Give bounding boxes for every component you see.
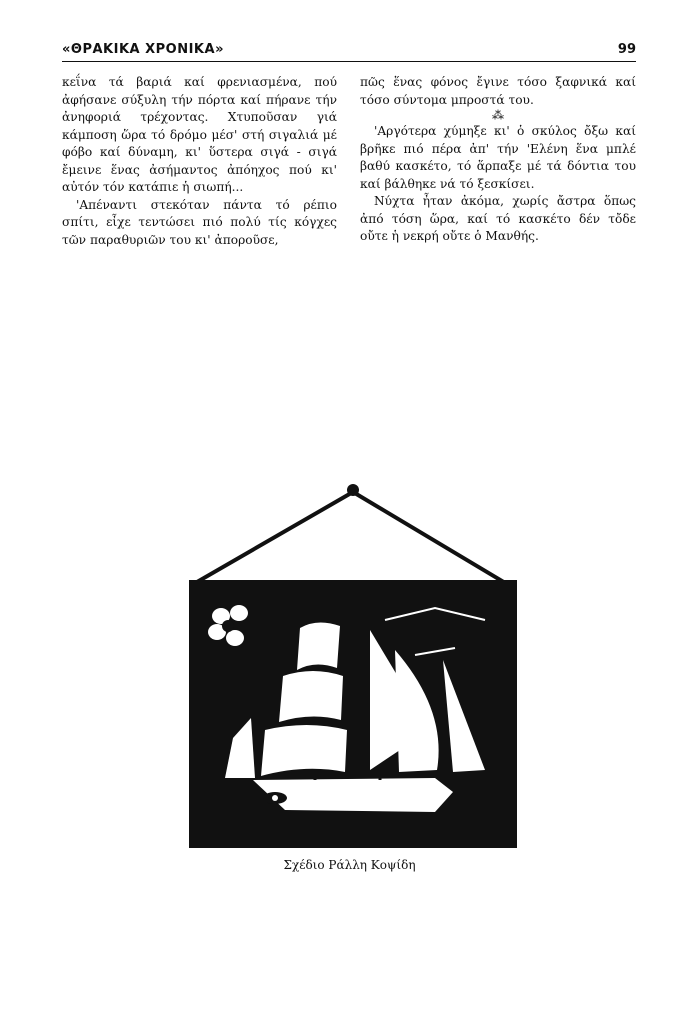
journal-title: «ΘΡΑΚΙΚΑ ΧΡΟΝΙΚΑ»	[62, 42, 224, 57]
paragraph: κεΐνα τά βαριά καί φρενιασμένα, πού ἀφήσανε σύξυλη τήν πόρτα καί πήρανε τήν ἀνηφοριά τρέχοντας. Χτυποῦσαν γιά κάμποση ὥρα τό δρόμο μέσ' στή σιγαλιά μέ φόβο καί δύναμη, κι' ὕστερα σιγά - σιγά ἔμεινε ἕνας ἀσήμαντος ἀπόηχος πού κι' αὐτόν τόν κατάπιε ἡ σιωπή...	[62, 75, 337, 194]
ship-picture-illustration	[185, 480, 522, 850]
paragraph: 'Απέναντι στεκόταν πάντα τό ρέπιο σπίτι, εἶχε τεντώσει πιό πολύ τίς κόγχες τῶν παραθυριῶν του κι' ἀποροῦσε,	[62, 197, 337, 247]
page-number: 99	[617, 42, 636, 57]
illustration-caption: Σχέδιο Ράλλη Κοψίδη	[283, 858, 416, 872]
running-header	[62, 42, 636, 60]
header-rule	[62, 61, 636, 62]
hanging-string	[197, 492, 512, 587]
nail-icon	[347, 484, 359, 496]
paragraph: 'Αργότερα χύμηξε κι' ὁ σκύλος ὄξω καί βρῆκε πιό πέρα ἀπ' τήν 'Ελένη ἕνα μπλέ βαθύ κασκέτο, τό ἅρπαξε μέ τά δόντια του καί βάλθηκε νά τό ξεσκίσει.	[360, 124, 636, 191]
text-column-left	[62, 74, 337, 249]
section-separator: ⁂	[492, 108, 504, 122]
ship-hull	[253, 778, 453, 812]
text-column-right	[360, 74, 636, 246]
paragraph: Νύχτα ἦταν ἀκόμα, χωρίς ἄστρα ὅπως ἀπό τόση ὥρα, καί τό κασκέτο δέν τὄδε οὔτε ἡ νεκρή οὔτε ὁ Μανθής.	[360, 194, 636, 243]
paragraph: πῶς ἕνας φόνος ἔγινε τόσο ξαφνικά καί τόσο σύντομα μπροστά του.	[360, 75, 636, 107]
